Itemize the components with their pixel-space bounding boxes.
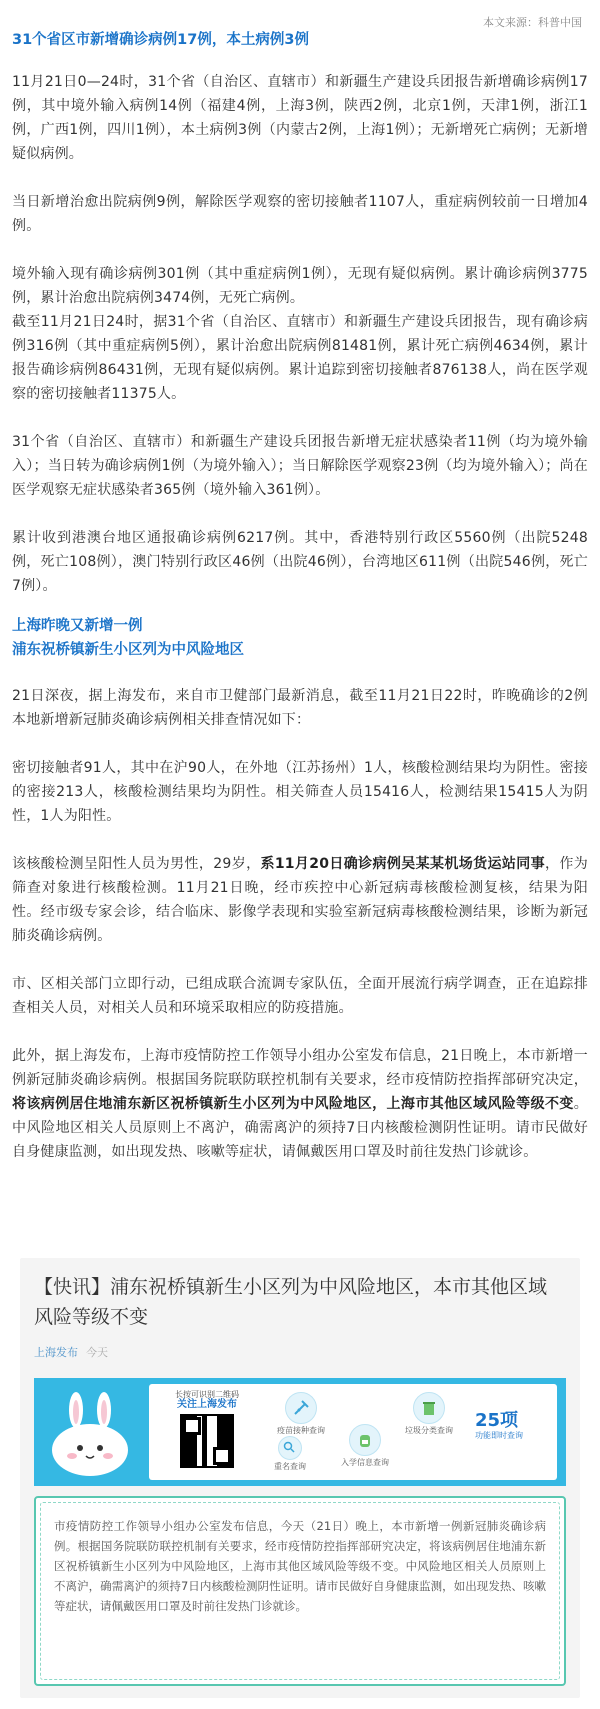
text-segment: 。中风险地区相关人员原则上不离沪，确需离沪的须持7日内核酸检测阴性证明。请市民做好自身健康监测，如出现发热、咳嗽等症状，请佩戴医用口罩及时前往发热门诊就诊。 [12, 1096, 588, 1160]
card-account[interactable]: 上海发布 [34, 1346, 78, 1359]
service-garbage[interactable] [399, 1392, 459, 1436]
embedded-article-card[interactable] [20, 1258, 580, 1698]
service-name-search[interactable] [265, 1436, 315, 1472]
card-time: 今天 [86, 1346, 108, 1359]
text-segment: 该核酸检测呈阳性人员为男性，29岁， [12, 856, 261, 872]
card-title[interactable]: 【快讯】浦东祝桥镇新生小区列为中风险地区，本市其他区域风险等级不变 [34, 1276, 548, 1328]
search-icon [278, 1436, 302, 1460]
promo-banner[interactable] [34, 1378, 566, 1486]
paragraph-close-contacts: 密切接触者91人，其中在沪90人，在外地（江苏扬州）1人，核酸检测结果均为阴性。密接的密接213人，核酸检测结果均为阴性。相关筛查人员15416人，检测结果15415人为阴性，1人为阳性。 [12, 760, 588, 824]
card-meta [34, 1344, 108, 1360]
service-label: 重名查询 [274, 1462, 306, 1471]
text-segment: ，作为筛查对象进行核酸检测。11月21日晚，经市疾控中心新冠病毒核酸检测复核，结果为阳性。经市级专家会诊，结合临床、影像学表现和实验室新冠病毒核酸检测结果，诊断为新冠肺炎确诊病例。 [12, 856, 588, 944]
service-enrollment[interactable] [335, 1424, 395, 1468]
banner-panel [149, 1384, 557, 1480]
qr-block[interactable] [157, 1390, 257, 1476]
service-label: 疫苗接种查询 [277, 1426, 325, 1435]
paragraph-response: 市、区相关部门立即行动，已组成联合流调专家队伍，全面开展流行病学调查，正在追踪排查相关人员，对相关人员和环境采取相应的防疫措施。 [12, 976, 588, 1016]
service-vaccine[interactable] [271, 1392, 331, 1436]
qr-hint: 长按可识别二维码 [175, 1390, 239, 1399]
paragraph-daily-report: 11月21日0—24时，31个省（自治区、直辖市）和新疆生产建设兵团报告新增确诊病例17例，其中境外输入病例14例（福建4例，上海3例，陕西2例，北京1例，天津1例，浙江1例，广西1例，四川1例），本土病例3例（内蒙古2例，上海1例）；无新增死亡病例；无新增疑似病例。 [12, 74, 588, 162]
feature-count-sub: 功能即时查询 [475, 1431, 523, 1440]
paragraph-cumulative: 截至11月21日24时，据31个省（自治区、直辖市）和新疆生产建设兵团报告，现有确诊病例316例（其中重症病例5例），累计治愈出院病例81481例，累计死亡病例4634例，累计报告确诊病例86431例，无现有疑似病例。累计追踪到密切接触者876138人，尚在医学观察的密切接触者11375人。 [12, 314, 588, 402]
paragraph-shanghai-intro: 21日深夜，据上海发布，来自市卫健部门最新消息，截至11月21日22时，昨晚确诊的2例本地新增新冠肺炎确诊病例相关排查情况如下： [12, 688, 588, 728]
paragraph-hk-macau-taiwan: 累计收到港澳台地区通报确诊病例6217例。其中，香港特别行政区5560例（出院5248例，死亡108例），澳门特别行政区46例（出院46例），台湾地区611例（出院546例，死亡7例）。 [12, 530, 588, 594]
qr-code-icon[interactable] [180, 1414, 234, 1468]
bold-segment: 将该病例居住地浦东新区祝桥镇新生小区列为中风险地区，上海市其他区域风险等级不变 [12, 1096, 574, 1112]
bunny-mascot-icon [46, 1392, 138, 1478]
text-segment: 此外，据上海发布，上海市疫情防控工作领导小组办公室发布信息，21日晚上，本市新增一例新冠肺炎确诊病例。根据国务院联防联控机制有关要求，经市疫情防控指挥部研究决定， [12, 1048, 588, 1088]
card-notice-box [34, 1496, 566, 1686]
backpack-icon [349, 1424, 381, 1456]
service-label: 垃圾分类查询 [405, 1426, 453, 1435]
trash-bin-icon [413, 1392, 445, 1424]
service-label: 入学信息查询 [341, 1458, 389, 1467]
paragraph-risk-level [12, 1044, 588, 1164]
syringe-icon [285, 1392, 317, 1424]
paragraph-asymptomatic: 31个省（自治区、直辖市）和新疆生产建设兵团报告新增无症状感染者11例（均为境外输入）；当日转为确诊病例1例（为境外输入）；当日解除医学观察23例（均为境外输入）；尚在医学观察无症状感染者365例（境外输入361例）。 [12, 434, 588, 498]
source-note: 本文来源：科普中国 [483, 16, 582, 29]
paragraph-recovered: 当日新增治愈出院病例9例，解除医学观察的密切接触者1107人，重症病例较前一日增加4例。 [12, 194, 588, 234]
headline: 31个省区市新增确诊病例17例，本土病例3例 [12, 32, 309, 48]
paragraph-imported: 境外输入现有确诊病例301例（其中重症病例1例），无现有疑似病例。累计确诊病例3775例，累计治愈出院病例3474例，无死亡病例。 [12, 266, 588, 306]
feature-count: 25项 [475, 1410, 519, 1431]
subheading-zhuqiao-risk: 浦东祝桥镇新生小区列为中风险地区 [12, 642, 244, 658]
qr-follow: 关注上海发布 [177, 1399, 237, 1410]
paragraph-positive-case [12, 852, 588, 948]
bold-segment: 系11月20日确诊病例吴某某机场货运站同事 [260, 856, 546, 872]
subheading-shanghai-new-case: 上海昨晚又新增一例 [12, 618, 143, 634]
card-notice-text: 市疫情防控工作领导小组办公室发布信息，今天（21日）晚上，本市新增一例新冠肺炎确诊病例。根据国务院联防联控机制有关要求，经市疫情防控指挥部研究决定，将该病例居住地浦东新区祝桥镇新生小区列为中风险地区，上海市其他区域风险等级不变。中风险地区相关人员原则上不离沪，确需离沪的须持7日内核酸检测阴性证明。请市民做好自身健康监测，如出现发热、咳嗽等症状，请佩戴医用口罩及时前往发热门诊就诊。 [54, 1519, 546, 1613]
